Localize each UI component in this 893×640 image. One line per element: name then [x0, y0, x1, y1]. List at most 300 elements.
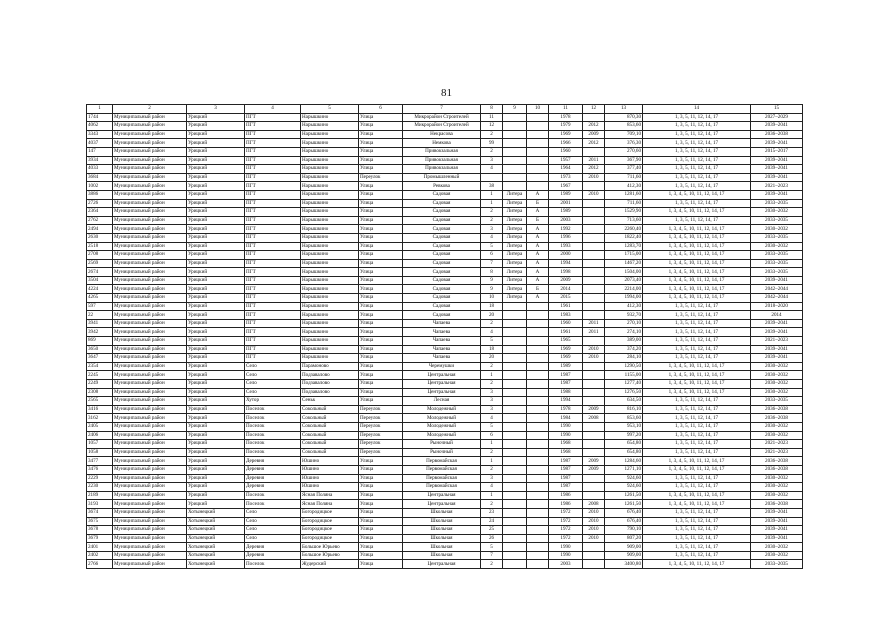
table-cell: Урицкий	[187, 173, 245, 182]
table-cell: 2030–2032	[751, 551, 803, 560]
table-cell: 1, 3, 4, 5, 10, 11, 12, 14, 17	[643, 242, 751, 251]
table-cell: Урицкий	[187, 371, 245, 380]
table-cell: Юшино	[301, 457, 359, 466]
table-cell	[583, 448, 605, 457]
table-cell: Улица	[359, 534, 403, 543]
table-cell: Парамоново	[301, 362, 359, 371]
table-cell: 2030–2032	[751, 474, 803, 483]
table-cell: 1, 3, 4, 5, 10, 11, 12, 14, 17	[643, 251, 751, 260]
table-cell: 2039–2041	[751, 190, 803, 199]
table-cell	[527, 182, 549, 191]
table-cell: 1283,70	[605, 242, 643, 251]
table-cell: 2518	[87, 242, 113, 251]
table-cell: Улица	[359, 199, 403, 208]
table-cell	[583, 440, 605, 449]
table-cell	[503, 543, 527, 552]
table-cell: 1969	[549, 130, 583, 139]
table-cell: 2042–2044	[751, 285, 803, 294]
table-cell: Муниципальный район	[113, 165, 187, 174]
table-cell: ПГТ	[245, 337, 301, 346]
table-cell: 2401	[87, 543, 113, 552]
table-cell: Улица	[359, 560, 403, 569]
table-row	[87, 422, 803, 431]
table-cell: Урицкий	[187, 405, 245, 414]
table-cell: Сокольный	[301, 431, 359, 440]
table-cell: Литера	[503, 242, 527, 251]
table-cell: Сеньк	[301, 397, 359, 406]
table-cell: 1994,00	[605, 294, 643, 303]
table-cell: 3	[481, 397, 503, 406]
table-cell: ПГТ	[245, 130, 301, 139]
table-cell: 1994	[549, 397, 583, 406]
table-cell	[503, 182, 527, 191]
table-cell: Муниципальный район	[113, 276, 187, 285]
table-row	[87, 483, 803, 492]
table-cell: Центральная	[403, 388, 481, 397]
table-cell: Садовая	[403, 233, 481, 242]
table-cell	[583, 431, 605, 440]
table-cell	[527, 328, 549, 337]
table-cell	[583, 483, 605, 492]
column-header: 15	[751, 105, 803, 114]
table-cell: ПГТ	[245, 319, 301, 328]
table-cell: Улица	[359, 491, 403, 500]
table-cell: 1, 3, 4, 5, 10, 11, 12, 14, 17	[643, 560, 751, 569]
table-cell: 1, 3, 4, 5, 10, 11, 12, 14, 17	[643, 500, 751, 509]
table-cell: 2030–2032	[751, 543, 803, 552]
table-row	[87, 431, 803, 440]
table-cell: Школьная	[403, 517, 481, 526]
table-cell: Микрорайон Строителей	[403, 122, 481, 131]
table-cell: А	[527, 259, 549, 268]
table-cell: 3193	[87, 500, 113, 509]
table-cell: 3675	[87, 517, 113, 526]
table-cell: Нарышкино	[301, 242, 359, 251]
table-cell: 676,40	[605, 517, 643, 526]
table-cell: Литера	[503, 216, 527, 225]
table-cell: 2230	[87, 483, 113, 492]
table-cell: Поселок	[245, 431, 301, 440]
table-cell: Переулок	[359, 173, 403, 182]
table-cell: Улица	[359, 337, 403, 346]
table-cell	[583, 233, 605, 242]
table-cell: 2039–2041	[751, 276, 803, 285]
table-cell: Нарышкино	[301, 268, 359, 277]
table-cell: ПГТ	[245, 182, 301, 191]
table-cell	[527, 380, 549, 389]
table-cell: 2033–2035	[751, 259, 803, 268]
table-cell: Привокзальная	[403, 147, 481, 156]
table-cell: 3	[481, 156, 503, 165]
table-cell: 790,10	[605, 526, 643, 535]
table-row	[87, 508, 803, 517]
table-cell: 4265	[87, 294, 113, 303]
table-row	[87, 147, 803, 156]
page-number: 81	[441, 87, 452, 99]
table-row	[87, 457, 803, 466]
table-cell: Улица	[359, 190, 403, 199]
column-header: 11	[549, 105, 583, 114]
table-cell: 2214,00	[605, 285, 643, 294]
table-cell: Село	[245, 517, 301, 526]
table-cell	[527, 354, 549, 363]
table-cell: Поселок	[245, 448, 301, 457]
table-cell	[503, 380, 527, 389]
table-cell: Урицкий	[187, 397, 245, 406]
table-cell: 2308	[87, 388, 113, 397]
table-cell: Муниципальный район	[113, 543, 187, 552]
table-cell: Село	[245, 371, 301, 380]
table-cell	[503, 405, 527, 414]
table-cell: 1987	[549, 465, 583, 474]
table-cell: 1, 3, 4, 5, 10, 11, 12, 14, 17	[643, 190, 751, 199]
table-cell: 377,40	[605, 165, 643, 174]
table-cell: 1, 3, 5, 11, 12, 14, 17	[643, 440, 751, 449]
table-cell: 1, 3, 5, 11, 12, 14, 17	[643, 345, 751, 354]
table-cell: Хотынецкий	[187, 551, 245, 560]
table-row	[87, 371, 803, 380]
table-cell: Поселок	[245, 422, 301, 431]
table-cell: 1996	[549, 233, 583, 242]
table-cell: Нарышкино	[301, 319, 359, 328]
table-cell: 1, 3, 4, 5, 10, 11, 12, 14, 17	[643, 268, 751, 277]
table-cell	[503, 508, 527, 517]
table-cell: 3416	[87, 405, 113, 414]
table-cell: Сокольный	[301, 414, 359, 423]
table-cell	[503, 173, 527, 182]
table-cell	[503, 491, 527, 500]
table-cell: 23	[481, 508, 503, 517]
table-cell	[503, 319, 527, 328]
table-cell: 1, 3, 4, 5, 10, 11, 12, 14, 17	[643, 276, 751, 285]
table-cell: 3941	[87, 319, 113, 328]
table-cell: 25	[481, 526, 503, 535]
table-cell: Урицкий	[187, 139, 245, 148]
table-cell: 816,10	[605, 405, 643, 414]
table-cell: 1987	[549, 457, 583, 466]
table-cell: Улица	[359, 483, 403, 492]
table-cell: Муниципальный район	[113, 294, 187, 303]
table-cell: Улица	[359, 388, 403, 397]
table-cell: 1967	[549, 182, 583, 191]
table-cell: Садовая	[403, 259, 481, 268]
table-cell: Литера	[503, 208, 527, 217]
table-cell: 2245	[87, 371, 113, 380]
table-cell: Переулок	[359, 405, 403, 414]
table-cell: 3476	[87, 465, 113, 474]
table-cell	[503, 397, 527, 406]
table-cell: 99	[481, 139, 503, 148]
table-cell: Муниципальный район	[113, 311, 187, 320]
table-cell: Нарышкино	[301, 199, 359, 208]
table-cell: 2003	[549, 560, 583, 569]
table-cell	[481, 173, 503, 182]
table-cell: Муниципальный район	[113, 397, 187, 406]
table-cell: 1, 3, 4, 5, 10, 11, 12, 14, 17	[643, 371, 751, 380]
table-cell: Хотынецкий	[187, 534, 245, 543]
table-cell: Подзавалово	[301, 371, 359, 380]
table-cell: 853,60	[605, 122, 643, 131]
table-cell: Улица	[359, 147, 403, 156]
table-cell: Поселок	[245, 405, 301, 414]
table-cell: Урицкий	[187, 474, 245, 483]
table-cell: Муниципальный район	[113, 474, 187, 483]
table-cell: Первомайская	[403, 465, 481, 474]
table-cell: 1984	[549, 414, 583, 423]
table-cell: 2030–2032	[751, 225, 803, 234]
table-row	[87, 414, 803, 423]
table-cell: 1, 3, 5, 11, 12, 14, 17	[643, 165, 751, 174]
table-cell: Переулок	[359, 448, 403, 457]
table-cell: Жудерский	[301, 560, 359, 569]
table-cell: 270,60	[605, 147, 643, 156]
table-cell: Село	[245, 534, 301, 543]
table-cell: Улица	[359, 122, 403, 131]
table-cell: Урицкий	[187, 337, 245, 346]
table-cell	[527, 500, 549, 509]
table-cell: 1276,50	[605, 388, 643, 397]
table-cell	[527, 147, 549, 156]
table-cell: 1, 3, 5, 11, 12, 14, 17	[643, 182, 751, 191]
table-cell: 2	[481, 147, 503, 156]
table-cell: Садовая	[403, 268, 481, 277]
table-cell: Сокольный	[301, 405, 359, 414]
table-cell: 1979	[549, 122, 583, 131]
column-header: 6	[359, 105, 403, 114]
table-cell: 1	[481, 440, 503, 449]
table-cell: 2009	[583, 130, 605, 139]
table-cell	[583, 208, 605, 217]
table-cell: Муниципальный район	[113, 405, 187, 414]
table-cell	[583, 397, 605, 406]
table-cell: А	[527, 276, 549, 285]
table-cell: Муниципальный район	[113, 345, 187, 354]
table-cell: Большое Юрьево	[301, 551, 359, 560]
table-cell	[527, 474, 549, 483]
table-cell: 1, 3, 5, 11, 12, 14, 17	[643, 431, 751, 440]
table-cell	[527, 122, 549, 131]
table-cell: 4	[481, 414, 503, 423]
table-cell: Первомайская	[403, 483, 481, 492]
table-cell: 1969	[549, 354, 583, 363]
table-cell: ПГТ	[245, 147, 301, 156]
table-cell: Нарышкино	[301, 225, 359, 234]
table-cell: Улица	[359, 165, 403, 174]
table-cell	[583, 268, 605, 277]
table-cell: 2018–2020	[751, 302, 803, 311]
table-cell: 1, 3, 5, 11, 12, 14, 17	[643, 302, 751, 311]
table-cell: 1964	[549, 165, 583, 174]
table-cell	[503, 474, 527, 483]
table-cell: 1715,00	[605, 251, 643, 260]
table-cell: 2039–2041	[751, 173, 803, 182]
table-cell: Муниципальный район	[113, 500, 187, 509]
table-cell	[583, 388, 605, 397]
table-cell: Урицкий	[187, 190, 245, 199]
table-cell: 2030–2032	[751, 362, 803, 371]
table-cell: 3	[481, 388, 503, 397]
table-cell: 2	[481, 208, 503, 217]
table-cell: 1, 3, 5, 11, 12, 14, 17	[643, 173, 751, 182]
table-cell: Муниципальный район	[113, 534, 187, 543]
table-cell	[583, 302, 605, 311]
table-cell: 1973	[549, 173, 583, 182]
table-row	[87, 225, 803, 234]
table-cell: ПГТ	[245, 199, 301, 208]
table-cell	[503, 311, 527, 320]
table-cell: 1, 3, 4, 5, 10, 11, 12, 14, 17	[643, 233, 751, 242]
table-cell: Поселок	[245, 414, 301, 423]
table-cell: 1987	[549, 380, 583, 389]
table-cell	[503, 431, 527, 440]
table-cell: 1, 3, 5, 11, 12, 14, 17	[643, 526, 751, 535]
table-cell	[527, 491, 549, 500]
table-cell	[503, 156, 527, 165]
table-cell: 1989	[549, 190, 583, 199]
table-cell: Черемушки	[403, 362, 481, 371]
table-cell: ПГТ	[245, 113, 301, 122]
table-cell: 2030–2032	[751, 483, 803, 492]
table-cell: Урицкий	[187, 251, 245, 260]
table-cell: 2036–2038	[751, 130, 803, 139]
table-cell	[583, 491, 605, 500]
table-cell: 1, 3, 4, 5, 10, 11, 12, 14, 17	[643, 457, 751, 466]
table-cell: Юшино	[301, 465, 359, 474]
table-cell	[583, 147, 605, 156]
table-cell: 1987	[549, 371, 583, 380]
table-cell	[527, 139, 549, 148]
table-cell: Нарышкино	[301, 337, 359, 346]
table-cell: 1290,50	[605, 362, 643, 371]
table-cell: 1	[481, 491, 503, 500]
table-cell: 1987	[549, 474, 583, 483]
table-cell: Первомайская	[403, 474, 481, 483]
table-cell: 2030–2032	[751, 422, 803, 431]
table-cell: 953,10	[605, 422, 643, 431]
table-cell: 2039–2041	[751, 328, 803, 337]
table-cell: Литера	[503, 285, 527, 294]
table-cell: Урицкий	[187, 302, 245, 311]
table-cell: Садовая	[403, 242, 481, 251]
table-cell: 12	[481, 122, 503, 131]
table-cell: Нарышкино	[301, 294, 359, 303]
table-cell: Село	[245, 362, 301, 371]
table-cell: ПГТ	[245, 251, 301, 260]
table-cell: 367,90	[605, 156, 643, 165]
table-cell: 2010	[583, 526, 605, 535]
table-row	[87, 534, 803, 543]
table-cell: Деревня	[245, 465, 301, 474]
table-cell: Улица	[359, 276, 403, 285]
table-cell: Большое Юрьево	[301, 543, 359, 552]
table-cell: 1, 3, 5, 11, 12, 14, 17	[643, 216, 751, 225]
table-cell: Хотынецкий	[187, 543, 245, 552]
table-cell: 1, 3, 5, 11, 12, 14, 17	[643, 156, 751, 165]
table-cell: Муниципальный район	[113, 182, 187, 191]
table-cell: Лесная	[403, 397, 481, 406]
table-cell: 4062	[87, 122, 113, 131]
table-cell: Деревня	[245, 551, 301, 560]
table-cell: ПГТ	[245, 259, 301, 268]
table-cell: Школьная	[403, 534, 481, 543]
table-row	[87, 285, 803, 294]
table-cell: 376,30	[605, 139, 643, 148]
table-cell: Муниципальный район	[113, 190, 187, 199]
table-cell: Нарышкино	[301, 251, 359, 260]
table-cell	[503, 337, 527, 346]
table-cell: 1467,20	[605, 259, 643, 268]
table-cell: Улица	[359, 380, 403, 389]
table-cell: 2000	[549, 251, 583, 260]
table-cell: ПГТ	[245, 139, 301, 148]
table-cell	[503, 414, 527, 423]
table-cell: Урицкий	[187, 345, 245, 354]
table-cell: 2033–2035	[751, 199, 803, 208]
table-cell: 2	[481, 319, 503, 328]
table-cell: 2012	[583, 165, 605, 174]
table-cell: Муниципальный район	[113, 457, 187, 466]
table-cell: 2364	[87, 208, 113, 217]
table-cell: Муниципальный район	[113, 242, 187, 251]
table-cell: Муниципальный район	[113, 225, 187, 234]
table-cell: Нарышкино	[301, 233, 359, 242]
table-cell: 1, 3, 4, 5, 10, 11, 12, 14, 17	[643, 388, 751, 397]
table-cell: 2674	[87, 268, 113, 277]
table-cell	[503, 534, 527, 543]
table-cell: Нарышкино	[301, 285, 359, 294]
table-cell	[527, 156, 549, 165]
table-cell: 3674	[87, 508, 113, 517]
table-cell: Урицкий	[187, 113, 245, 122]
table-cell: Урицкий	[187, 156, 245, 165]
table-cell: 1988	[549, 388, 583, 397]
table-cell: Деревня	[245, 543, 301, 552]
table-cell: 1, 3, 5, 11, 12, 14, 17	[643, 311, 751, 320]
table-cell: 3934	[87, 156, 113, 165]
table-body	[87, 113, 803, 568]
table-cell: 2630	[87, 233, 113, 242]
table-cell: 1261,50	[605, 491, 643, 500]
table-cell: 11	[481, 113, 503, 122]
table-row	[87, 380, 803, 389]
table-cell: 3477	[87, 457, 113, 466]
table-cell: 1972	[549, 508, 583, 517]
table-cell: Урицкий	[187, 380, 245, 389]
table-cell: Муниципальный район	[113, 122, 187, 131]
table-cell: Муниципальный район	[113, 302, 187, 311]
table-cell: 2	[481, 500, 503, 509]
table-cell: 2039–2041	[751, 139, 803, 148]
table-cell: 2010	[583, 173, 605, 182]
table-cell: Сокольный	[301, 440, 359, 449]
table-row	[87, 474, 803, 483]
table-cell: Урицкий	[187, 216, 245, 225]
table-cell: Деревня	[245, 474, 301, 483]
table-cell: Урицкий	[187, 448, 245, 457]
table-cell: Муниципальный район	[113, 216, 187, 225]
table-cell: Ясная Поляна	[301, 491, 359, 500]
table-cell: 1, 3, 4, 5, 10, 11, 12, 14, 17	[643, 208, 751, 217]
table-cell	[527, 165, 549, 174]
table-cell: Хутор	[245, 397, 301, 406]
table-cell: ПГТ	[245, 268, 301, 277]
table-cell: 2030–2032	[751, 388, 803, 397]
table-cell: 2011	[583, 328, 605, 337]
table-cell: Урицкий	[187, 440, 245, 449]
table-cell	[527, 319, 549, 328]
table-cell: Промышленный	[403, 173, 481, 182]
table-cell: 654,80	[605, 448, 643, 457]
